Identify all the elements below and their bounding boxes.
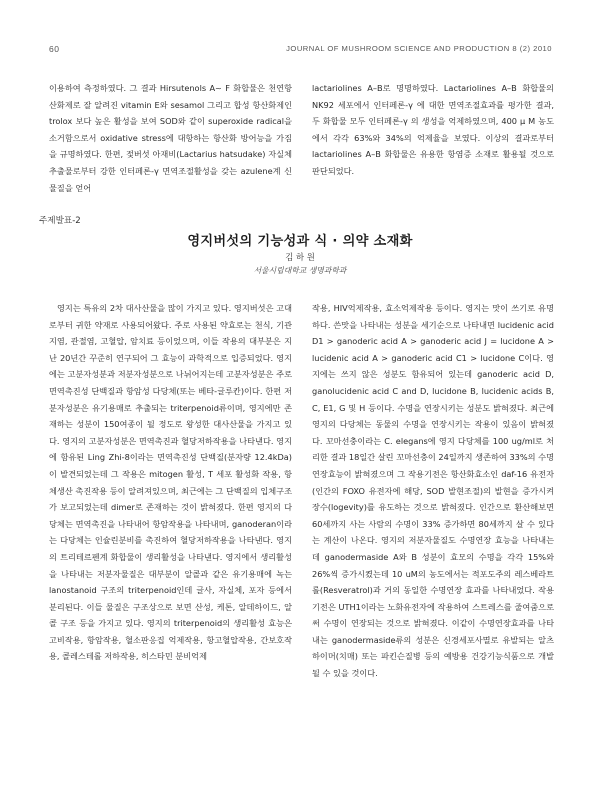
- body-column-right: [312, 300, 554, 682]
- author-name: 김 하 원: [285, 252, 315, 262]
- continued-text-left: [49, 80, 292, 196]
- body-paragraph-right: 작용, HIV억제작용, 효소억제작용 등이다. 영지는 맛이 쓰기로 유명하다. 쓴맛을 나타내는 성분을 세기순으로 나타내면 lucidenic acid D1 > ganoderic acid A > ganoderic acid J = lucidone A > lucidenic acid A > ganoderic acid C1 > lucidone C이다. 영지에는 쓰지 않은 성분도 함유되어 있는데 ganoderic acid D, ganolucidenic acid C and D, lucidone B, lucidenic acids B, C, E1, G 및 H 등이다. 수명을 연장시키는 성분도 밝혀졌다. 최근에 영지의 다당체는 동물의 수명을 연장시키는 작용이 있음이 밝혀졌다. 꼬마선충이라는 C. elegans에 영지 다당체를 100 ug/ml로 처리한 결과 18일간 살린 꼬마선충이 24일까지 생존하여 33%의 수명연장효능이 밝혀졌으며 그 작용기전은 항산화효소인 daf-16 유전자(인간의 FOXO 유전자에 해당, SOD 발현조절)의 발현을 증가시켜 장수(logevity)를 유도하는 것으로 밝혀졌다. 인간으로 환산해보면 60세까지 사는 사람의 수명이 33% 증가하면 80세까지 살 수 있다는 계산이 나온다. 영지의 저분자물질도 수명연장 효능을 나타내는데 ganodermaside A와 B 성분이 효모의 수명을 각각 15%와 26%씩 증가시켰는데 10 uM의 농도에서는 적포도주의 레스베라트롤(Resveratrol)과 거의 동일한 수명연장 효과를 나타내었다. 작용기전은 UTH1이라는 노화유전자에 작용하여 스트레스를 줄여줌으로써 수명이 연장되는 것으로 밝혀졌다. 이같이 수명연장효과를 나타내는 ganodermaside류의 성분은 신경세포사멸로 유발되는 알츠하이머(치매) 또는 파킨슨질병 등의 예방용 건강기능식품으로 개발될 수 있을 것이다.: [312, 303, 554, 679]
- body-column-left: [49, 300, 292, 665]
- running-head: JOURNAL OF MUSHROOM SCIENCE AND PRODUCTION 8 (2) 2010: [286, 44, 552, 53]
- article-title: 영지버섯의 기능성과 식 · 의약 소재화: [187, 234, 413, 249]
- body-paragraph-left: 영지는 특유의 2차 대사산물을 많이 가지고 있다. 영지버섯은 고대로부터 귀한 약재로 사용되어왔다. 주로 사용된 약효로는 천식, 기관지염, 관절염, 고혈압, 암치료 등이었으며, 이들 작용의 대부분은 지난 20년간 꾸준히 연구되어 그 효능이 과학적으로 입증되었다. 영지에는 고분자성분과 저분자성분으로 나뉘어지는데 고분자성분은 주로 면역촉진성 단백질과 항암성 다당체(또는 베타-글루칸)이다. 한편 저분자성분은 유기용매로 추출되는 triterpenoid류이며, 영지에만 존재하는 성분이 150여종이 될 정도로 왕성한 대사산물을 가지고 있다. 영지의 고분자성분은 면역촉진과 혈당저하작용을 나타낸다. 영지에 함유된 Ling Zhi-8이라는 면역촉진성 단백질(분자량 12.4kDa)이 발견되었는데 그 작용은 mitogen 활성, T 세포 활성화 작용, 항체생산 촉진작용 등이 알려져있으며, 최근에는 그 단백질의 입체구조가 보고되었는데 dimer로 존재하는 것이 밝혀졌다. 한편 영지의 다당체는 면역촉진을 나타내어 항암작용을 나타내며, ganoderan이라는 다당체는 인슐린분비를 촉진하여 혈당저하작용을 나타낸다. 영지의 트리테르펜계 화합물이 생리활성을 나타낸다. 영지에서 생리활성을 나타내는 저분자물질은 대부분이 알콜과 같은 유기용매에 녹는 lanostanoid 구조의 triterpenoid인데 글사, 자실체, 포자 등에서 분리된다. 이들 물질은 구조상으로 보면 산성, 케톤, 알데하이드, 알콜 구조 등을 가지고 있다. 영지의 triterpenoid의 생리활성 효능은 고비작용, 항암작용, 혈소판응집 억제작용, 항고혈압작용, 간보호작용, 콜레스테롤 저하작용, 히스타민 분비억제: [49, 303, 292, 662]
- continued-paragraph-left: 이용하여 측정하였다. 그 결과 Hirsutenols A~ F 화합물은 천연항산화제로 잘 알려진 vitamin E와 sesamol 그리고 합성 항산화제인 trolox 보다 높은 활성을 보여 SOD와 같이 superoxide radical을 소거함으로서 oxidative stress에 대항하는 항산화 방어능을 가짐을 규명하였다. 한편, 젖버섯 아재비(Lactarius hatsudake) 자실체 추출물로부터 강한 인터페론-γ 면역조절활성을 갖는 azulene계 신물질을 얻어: [49, 83, 292, 193]
- author-affiliation: 서울시립대학교 생명과학과: [253, 266, 347, 275]
- continued-paragraph-right: lactariolines A–B로 명명하였다. Lactariolines A–B 화합물의 NK92 세포에서 인터페론-γ 에 대한 면역조절효과를 평가한 결과, 두 화합물 모두 인터페론-γ 의 생성을 억제하였으며, 400 μ M 농도에서 각각 63%와 34%의 억제율을 보였다. 이상의 결과로부터 lactariolines A–B 화합물은 유용한 항염증 소재로 활용될 것으로 판단되었다.: [312, 83, 554, 176]
- continued-text-right: [312, 80, 554, 180]
- section-label: 주제발표-2: [39, 216, 81, 226]
- page-number: 60: [49, 44, 60, 54]
